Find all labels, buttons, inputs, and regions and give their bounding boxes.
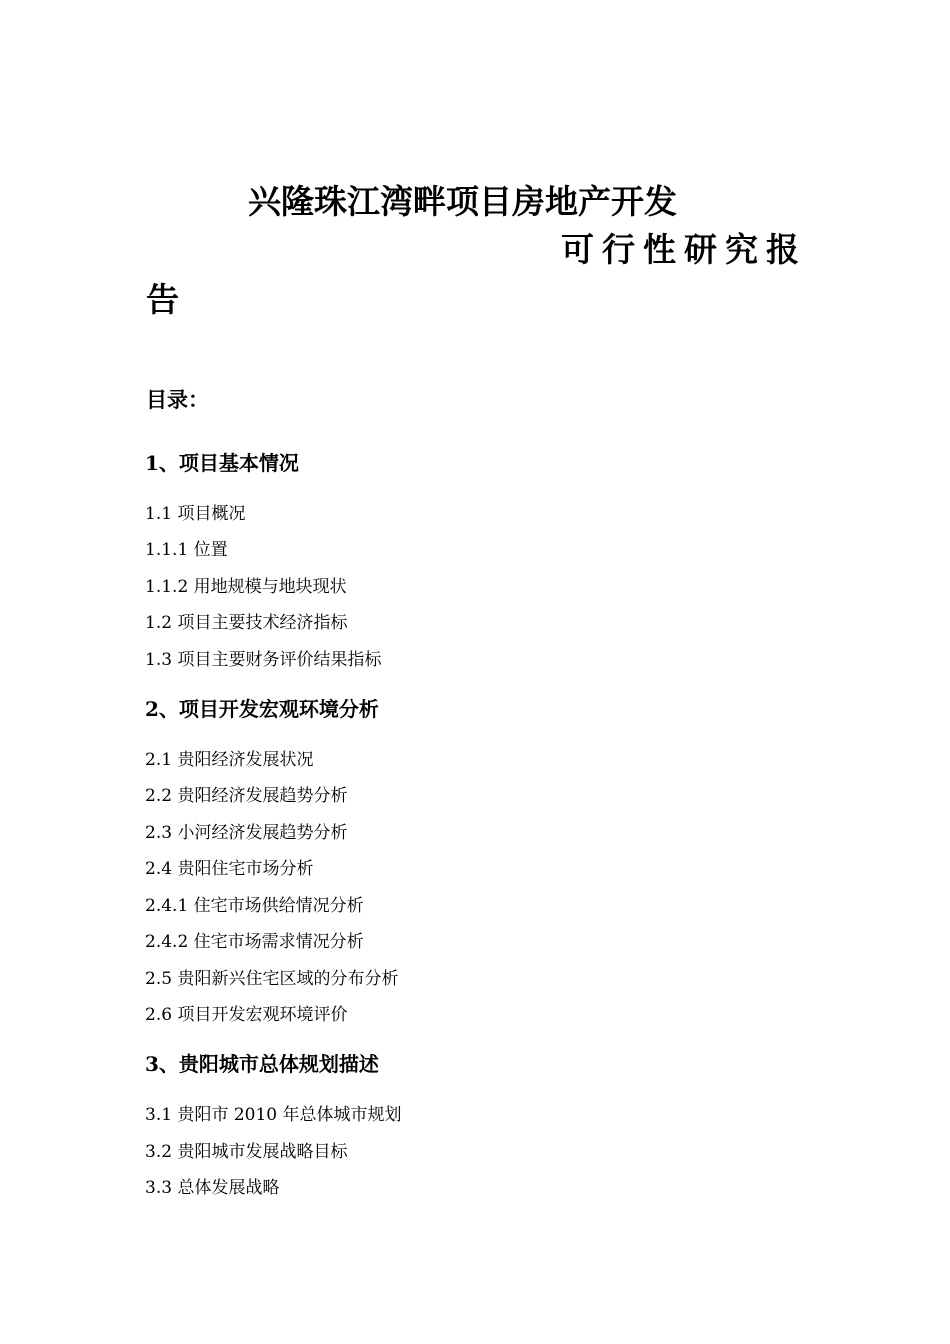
toc-entry: 3.3 总体发展战略 (145, 1178, 280, 1198)
toc-heading-1: 1、项目基本情况 (145, 451, 299, 475)
toc-entry: 1.2 项目主要技术经济指标 (145, 613, 348, 633)
toc-entry: 1.3 项目主要财务评价结果指标 (145, 650, 382, 670)
toc-entry: 2.3 小河经济发展趋势分析 (145, 823, 348, 843)
toc-heading-2: 2、项目开发宏观环境分析 (145, 697, 379, 721)
toc-entry: 2.6 项目开发宏观环境评价 (145, 1005, 348, 1025)
toc-entry: 3.2 贵阳城市发展战略目标 (145, 1142, 348, 1162)
toc-entry: 2.4 贵阳住宅市场分析 (145, 859, 314, 879)
toc-heading-3: 3、贵阳城市总体规划描述 (145, 1052, 379, 1076)
toc-entry: 2.1 贵阳经济发展状况 (145, 750, 314, 770)
toc-entry: 2.4.1 住宅市场供给情况分析 (145, 896, 364, 916)
toc-entry: 2.2 贵阳经济发展趋势分析 (145, 786, 348, 806)
document-title-line-2: 可行性研究报 (561, 230, 807, 269)
toc-entry: 2.5 贵阳新兴住宅区域的分布分析 (145, 969, 399, 989)
toc-entry: 3.1 贵阳市 2010 年总体城市规划 (145, 1105, 402, 1125)
toc-label: 目录： (146, 387, 209, 412)
toc-entry: 1.1.1 位置 (145, 540, 228, 560)
toc-entry: 2.4.2 住宅市场需求情况分析 (145, 932, 364, 952)
document-title-line-1: 兴隆珠江湾畔项目房地产开发 (248, 182, 677, 221)
toc-entry: 1.1 项目概况 (145, 504, 246, 524)
toc-entry: 1.1.2 用地规模与地块现状 (145, 577, 347, 597)
document-title-line-3: 告 (146, 280, 179, 319)
